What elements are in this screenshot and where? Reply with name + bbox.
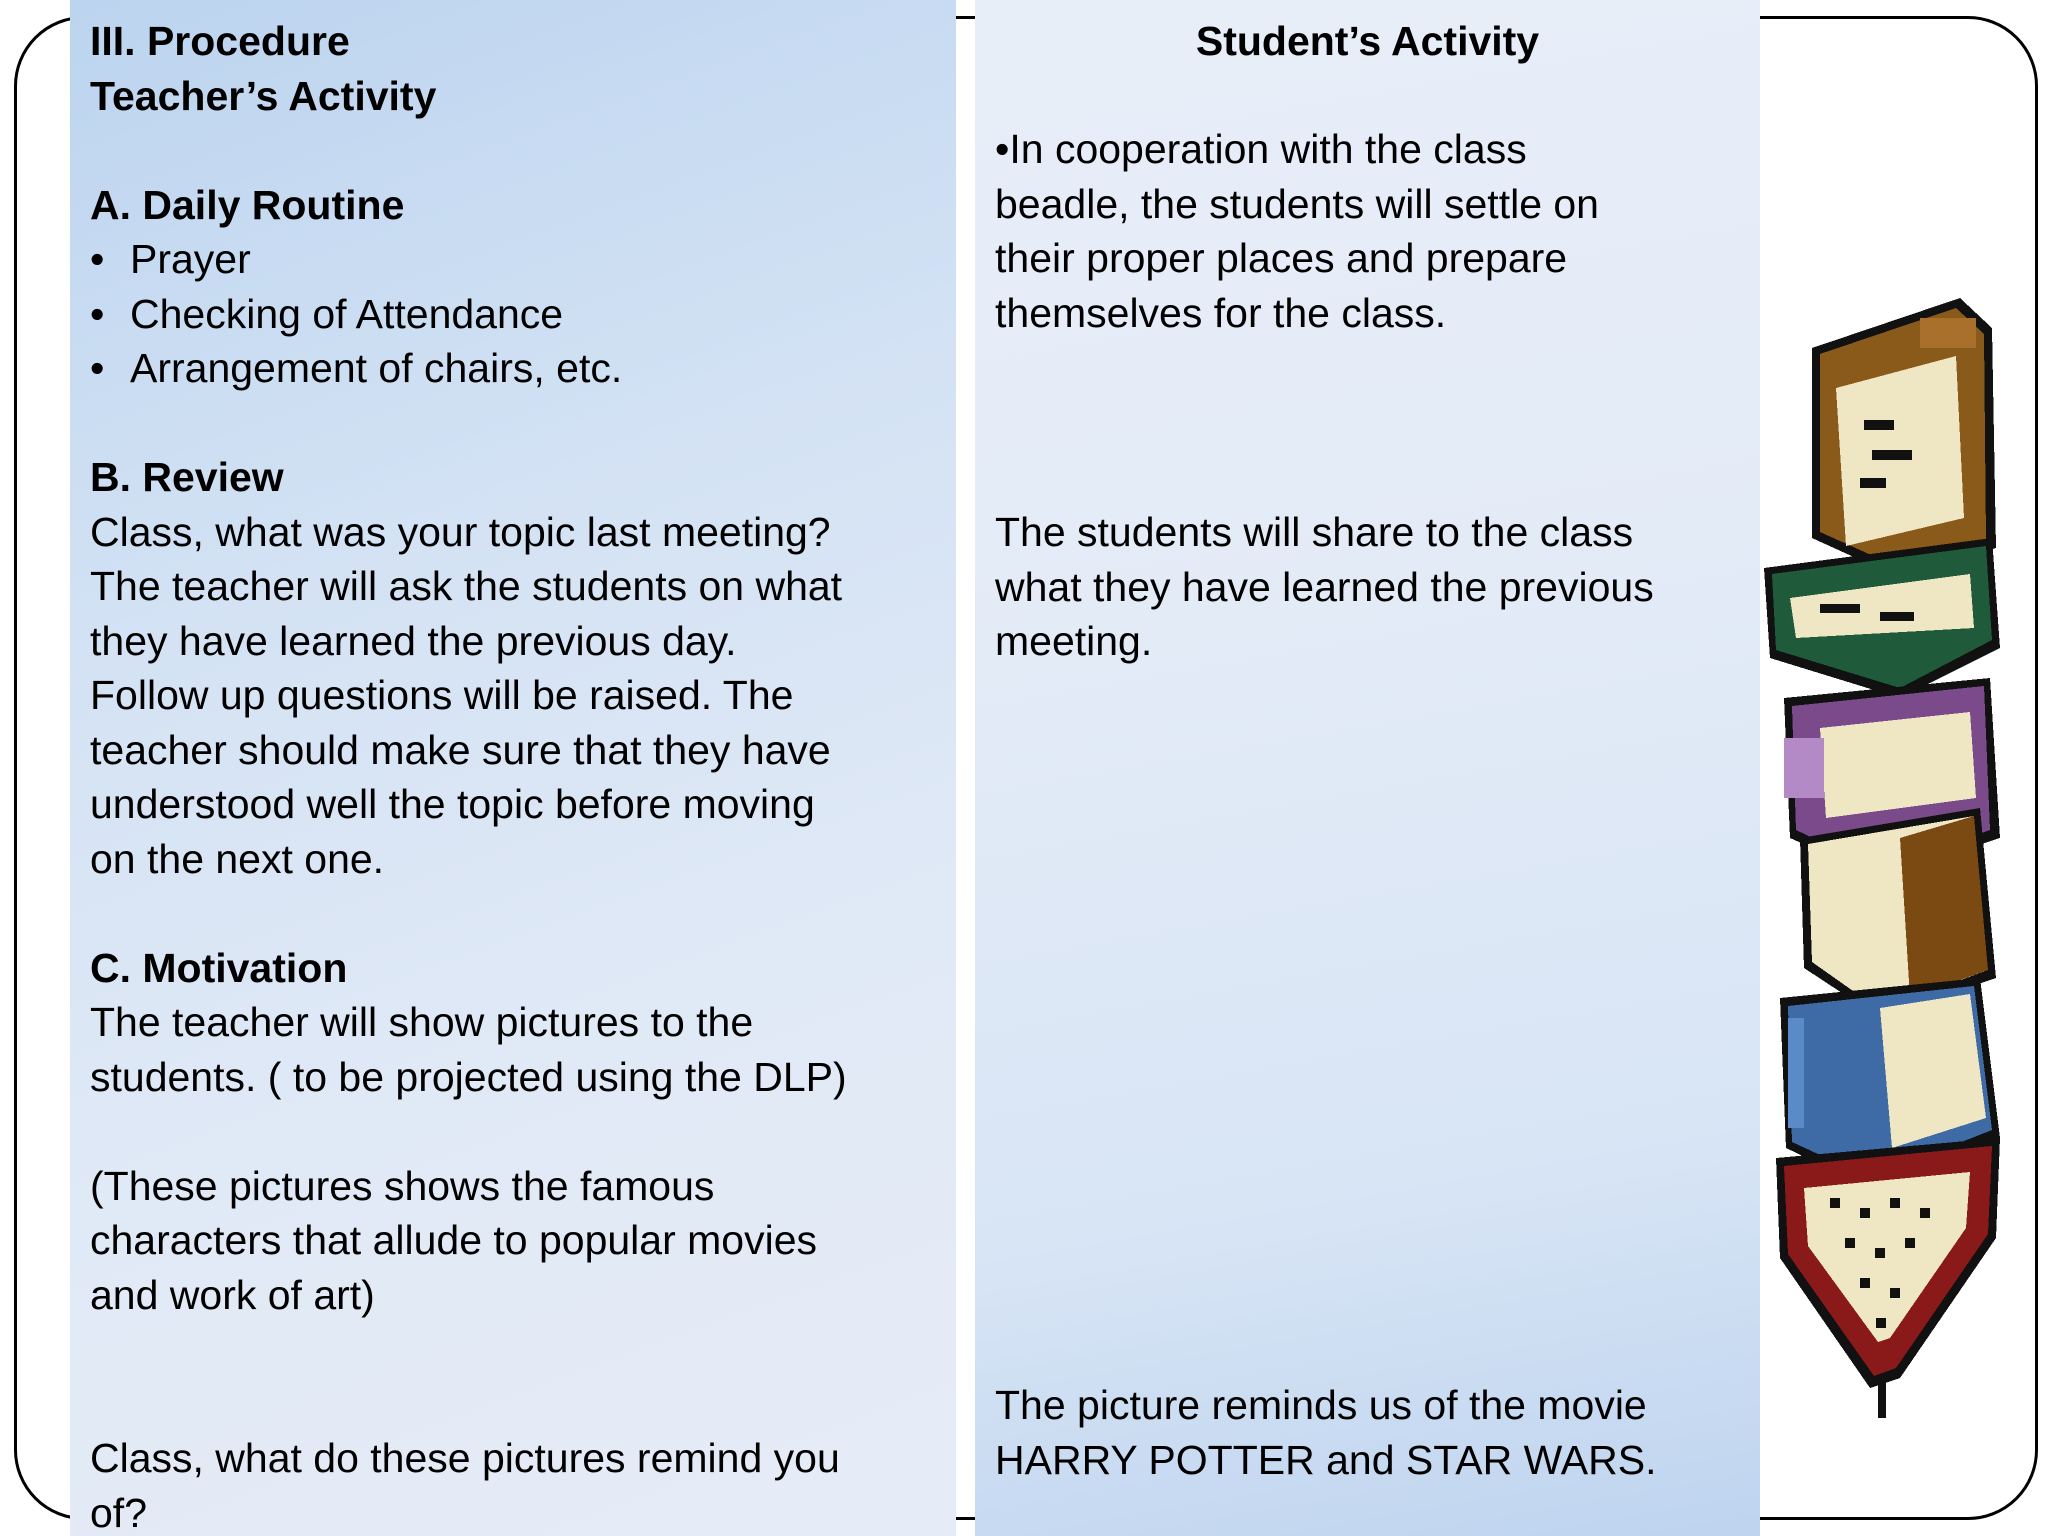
routine-item-label: Prayer <box>130 236 251 282</box>
bullet-icon: • <box>90 236 105 282</box>
student-review-block <box>995 505 1654 669</box>
review-line: they have learned the previous day. <box>90 617 737 664</box>
review-line: Follow up questions will be raised. The <box>90 672 794 718</box>
teacher-activity-title: Teacher’s Activity <box>90 72 437 119</box>
review-line: Class, what was your topic last meeting? <box>90 508 831 555</box>
student-routine-line: their proper places and prepare <box>995 235 1568 281</box>
routine-item-label: Checking of Attendance <box>130 290 564 337</box>
motivation-line: The teacher will show pictures to the <box>90 999 754 1045</box>
student-activity-column <box>975 0 1760 1536</box>
teacher-activity-column <box>70 0 956 1536</box>
review-line: on the next one. <box>90 835 385 882</box>
routine-item <box>90 232 936 287</box>
stacked-books-icon <box>1760 278 2016 1458</box>
student-answer-line: HARRY POTTER and STAR WARS. <box>995 1436 1657 1483</box>
bullet-icon: • <box>90 290 105 337</box>
review-line: understood well the topic before moving <box>90 781 815 827</box>
motivation-line: students. ( to be projected using the DLP) <box>90 1053 847 1100</box>
bullet-icon: • <box>90 345 105 391</box>
student-routine-line: themselves for the class. <box>995 289 1447 336</box>
student-routine-block <box>995 122 1599 340</box>
student-review-line: meeting. <box>995 618 1153 664</box>
review-line: The teacher will ask the students on what <box>90 563 843 609</box>
motivation-note-line: and work of art) <box>90 1271 375 1318</box>
routine-item <box>90 287 936 342</box>
routine-item <box>90 341 936 396</box>
student-routine-line: •In cooperation with the class <box>995 126 1527 172</box>
student-activity-heading: Student’s Activity <box>1195 18 1540 64</box>
student-routine-line: beadle, the students will settle on <box>995 180 1599 227</box>
motivation-question-line: of? <box>90 1489 147 1536</box>
motivation-note-line: (These pictures shows the famous <box>90 1162 715 1209</box>
daily-routine-heading: A. Daily Routine <box>90 181 405 228</box>
routine-item-label: Arrangement of chairs, etc. <box>130 345 623 391</box>
procedure-title: III. Procedure <box>90 18 350 64</box>
review-heading: B. Review <box>90 454 284 500</box>
motivation-note-line: characters that allude to popular movies <box>90 1217 818 1263</box>
motivation-heading: C. Motivation <box>90 944 348 991</box>
student-answer-line: The picture reminds us of the movie <box>995 1382 1647 1428</box>
student-answer-block <box>995 1378 1656 1487</box>
review-line: teacher should make sure that they have <box>90 726 831 773</box>
student-review-line: The students will share to the class <box>995 509 1634 555</box>
motivation-question-line: Class, what do these pictures remind you <box>90 1435 840 1481</box>
student-review-line: what they have learned the previous <box>995 563 1654 610</box>
